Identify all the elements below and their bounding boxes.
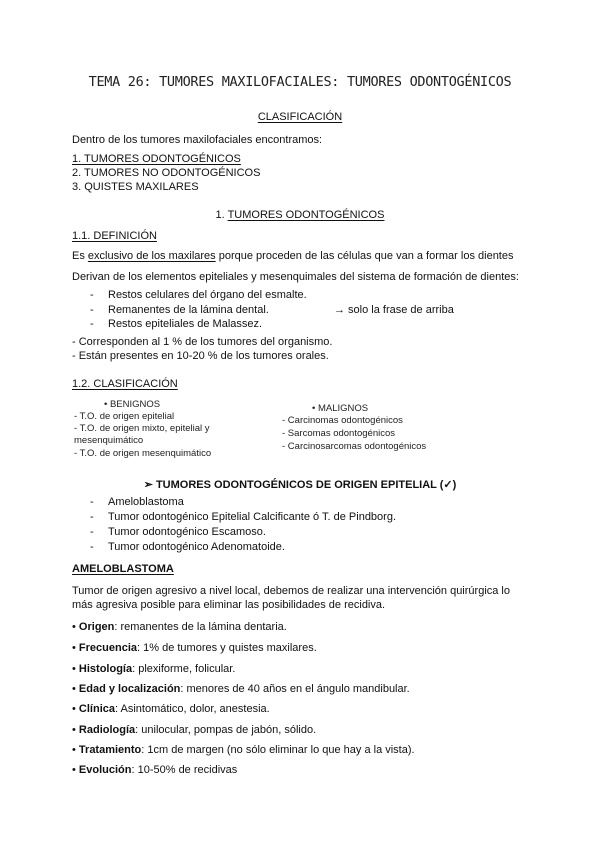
ameloblastoma-intro: más agresiva posible para eliminar las posibilidades de recidiva. xyxy=(72,599,386,611)
epitelial-item: Tumor odontogénico Escamoso. xyxy=(108,526,266,538)
feature-text: : 10-50% de recidivas xyxy=(131,764,238,776)
definicion-suffix: porque proceden de las células que van a formar los dientes xyxy=(215,250,514,262)
type-item: 3. QUISTES MAXILARES xyxy=(72,181,199,193)
bullet: • xyxy=(72,663,76,675)
feature-label: Edad y localización xyxy=(78,683,181,695)
benignos-item: - T.O. de origen epitelial xyxy=(74,411,175,422)
feature-line xyxy=(72,663,235,675)
benignos-item: - T.O. de origen mixto, epitelial y xyxy=(74,423,210,434)
epitelial-item: Tumor odontogénico Epitelial Calcificante ó T. de Pindborg. xyxy=(108,511,397,523)
definicion-underlined: exclusivo de los maxilares xyxy=(87,250,216,262)
dash-bullet: - xyxy=(90,318,94,330)
benignos-item: - T.O. de origen mesenquimático xyxy=(74,448,212,459)
feature-text: : 1% de tumores y quistes maxilares. xyxy=(137,642,317,654)
bullet: • xyxy=(72,642,76,654)
feature-label: Origen xyxy=(78,621,115,633)
clasificacion2-heading: 1.2. CLASIFICACIÓN xyxy=(72,378,178,390)
bullet: • xyxy=(72,703,76,715)
feature-label: Evolución xyxy=(78,764,132,776)
definicion-paragraph xyxy=(72,250,513,262)
malignos-title: • MALIGNOS xyxy=(312,403,369,414)
section-title: TUMORES ODONTOGÉNICOS xyxy=(227,209,385,221)
derivan-paragraph: Derivan de los elementos epiteliales y mesenquimales del sistema de formación de dientes: xyxy=(72,271,519,283)
ameloblastoma-intro: Tumor de origen agresivo a nivel local, debemos de realizar una intervención quirúrgica lo xyxy=(72,585,510,597)
bullet: • xyxy=(72,724,76,736)
feature-line xyxy=(72,642,317,654)
feature-text: : menores de 40 años en el ángulo mandibular. xyxy=(180,683,410,695)
dash-bullet: - xyxy=(90,541,94,553)
feature-text: : remanentes de la lámina dentaria. xyxy=(114,621,287,633)
dash-bullet: - xyxy=(90,511,94,523)
epitelial-heading: ➢ TUMORES ODONTOGÉNICOS DE ORIGEN EPITELIAL (✓) xyxy=(143,479,457,491)
feature-label: Histología xyxy=(78,663,133,675)
feature-text: : Asintomático, dolor, anestesia. xyxy=(115,703,270,715)
dash-bullet: - xyxy=(90,289,94,301)
feature-line xyxy=(72,724,316,736)
section-number: 1. xyxy=(215,209,228,221)
malignos-item: - Carcinosarcomas odontogénicos xyxy=(282,441,427,452)
origin-item: Restos celulares del órgano del esmalte. xyxy=(108,289,307,301)
bullet: • xyxy=(72,621,76,633)
epitelial-item: Ameloblastoma xyxy=(108,496,184,508)
definicion-heading: 1.1. DEFINICIÓN xyxy=(72,230,157,242)
benignos-item: mesenquimático xyxy=(74,435,144,446)
stat-note: - Corresponden al 1 % de los tumores del organismo. xyxy=(72,336,333,348)
bullet: • xyxy=(72,764,76,776)
malignos-item: - Sarcomas odontogénicos xyxy=(282,428,396,439)
feature-label: Radiología xyxy=(78,724,136,736)
clasificacion-heading: CLASIFICACIÓN xyxy=(257,111,343,123)
feature-label: Frecuencia xyxy=(78,642,138,654)
feature-line xyxy=(72,621,287,633)
type-item: 2. TUMORES NO ODONTOGÉNICOS xyxy=(72,167,261,179)
arrow-note: → solo la frase de arriba xyxy=(334,304,454,316)
page-title: TEMA 26: TUMORES MAXILOFACIALES: TUMORES ODONTOGÉNICOS xyxy=(88,74,512,90)
bullet: • xyxy=(72,683,76,695)
feature-text: : 1cm de margen (no sólo eliminar lo que hay a la vista). xyxy=(141,744,415,756)
ameloblastoma-heading: AMELOBLASTOMA xyxy=(72,563,174,575)
definicion-prefix: Es xyxy=(72,250,88,262)
section-heading xyxy=(0,209,600,221)
intro-text: Dentro de los tumores maxilofaciales encontramos: xyxy=(72,134,323,146)
dash-bullet: - xyxy=(90,304,94,316)
feature-label: Tratamiento xyxy=(78,744,142,756)
dash-bullet: - xyxy=(90,496,94,508)
dash-bullet: - xyxy=(90,526,94,538)
origin-item: Remanentes de la lámina dental. xyxy=(108,304,269,316)
malignos-item: - Carcinomas odontogénicos xyxy=(282,415,403,426)
origin-item: Restos epiteliales de Malassez. xyxy=(108,318,263,330)
feature-line xyxy=(72,744,415,756)
feature-line xyxy=(72,764,237,776)
epitelial-item: Tumor odontogénico Adenomatoide. xyxy=(108,541,285,553)
feature-line xyxy=(72,683,410,695)
feature-line xyxy=(72,703,270,715)
feature-text: : plexiforme, folicular. xyxy=(132,663,236,675)
benignos-title: • BENIGNOS xyxy=(104,399,161,410)
feature-text: : unilocular, pompas de jabón, sólido. xyxy=(135,724,317,736)
feature-label: Clínica xyxy=(78,703,115,715)
stat-note: - Están presentes en 10-20 % de los tumores orales. xyxy=(72,350,329,362)
type-item: 1. TUMORES ODONTOGÉNICOS xyxy=(72,153,241,165)
bullet: • xyxy=(72,744,76,756)
